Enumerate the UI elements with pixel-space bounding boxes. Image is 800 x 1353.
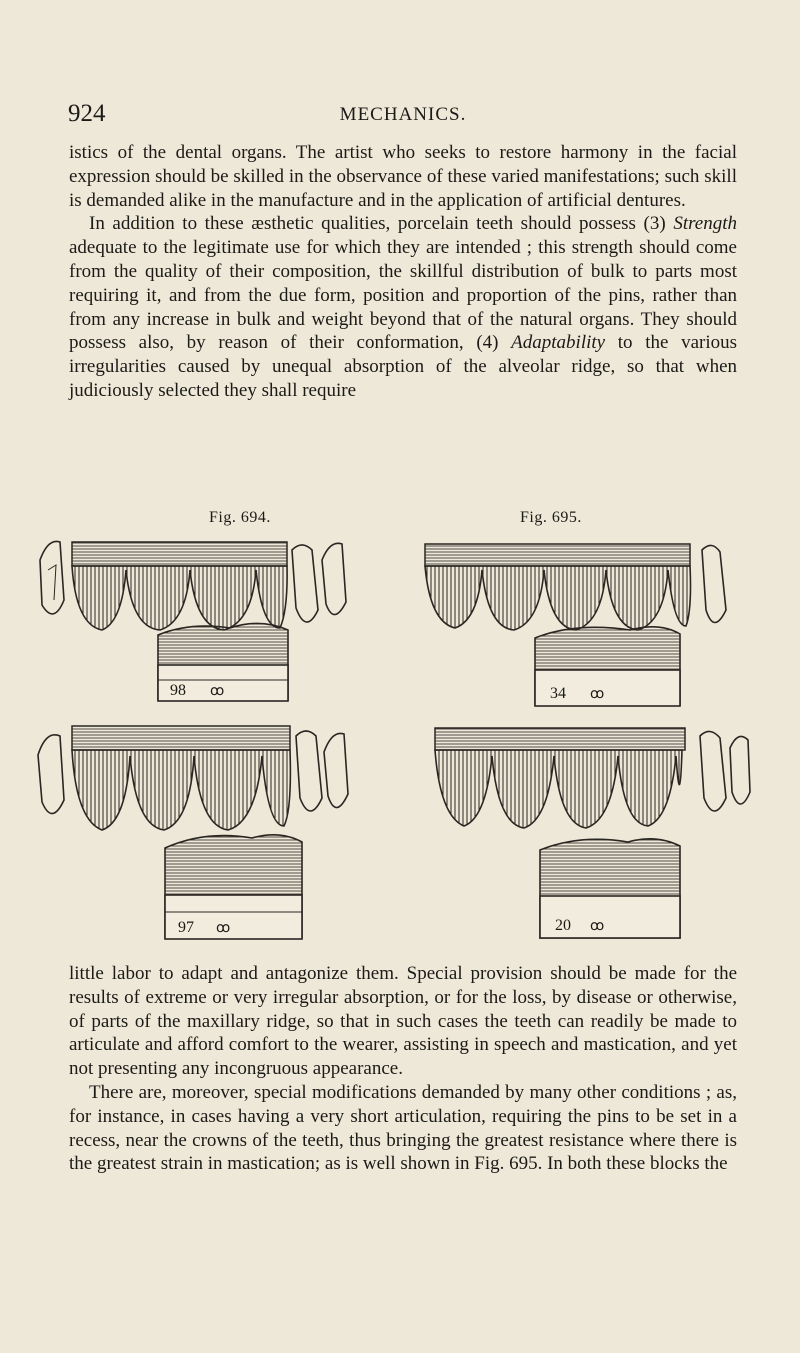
text-run: In addition to these æsthetic qualities, porcelain teeth should possess (3) [89,213,674,235]
figure-caption-694: Fig. 694. [209,509,271,526]
figure-caption-695: Fig. 695. [520,509,582,526]
fig694-lower-front-view [38,726,348,830]
fig695-upper-front-view [425,544,726,630]
text-block-top [69,141,737,403]
block-label: 98 [170,682,186,699]
text-run: to the various irregularities caused by unequal absorption of the alveolar ridge, so that when judiciously selected they shall require [69,332,737,401]
svg-text:ꝏ: ꝏ [210,684,225,699]
running-head: MECHANICS. [339,104,467,125]
fig694-upper-front-view [40,541,346,630]
paragraph: There are, moreover, special modifications demanded by many other conditions ; as, for instance, in cases having a very short articulation, requiring the pins to be set in a recess, near the crowns of the teeth, thus bringing the greatest resistance where there is the greatest strain in mastication; as is well shown in Fig. 695. In both these blocks the [69,1081,737,1175]
paragraph [69,212,737,402]
emphasis-strength: Strength [673,213,737,235]
block-label: 97 [178,919,194,936]
emphasis-adaptability: Adaptability [511,332,606,354]
svg-text:ꝏ: ꝏ [590,919,605,934]
fig694-block-98 [158,623,288,701]
text-run: adequate to the legitimate use for which they are intended ; this strength should come from the quality of their composition, the skillful distribution of bulk to parts most requiring it, and from the due form, position and proportion of the pins, rather than from any increase in bulk and weight beyond that of the natural organs. They should possess also, by reason of their conformation, (4) [69,237,737,354]
fig695-lower-front-view [435,728,750,828]
dental-blocks-illustration [30,530,790,950]
paragraph: istics of the dental organs. The artist who seeks to restore harmony in the facial expression should be skilled in the observance of these varied manifestations; such skill is demanded alike in the manufacture and in the application of artificial dentures. [69,142,737,211]
text-block-bottom [69,962,737,1176]
block-label: 20 [555,917,571,934]
block-label: 34 [550,685,566,702]
fig695-block-34 [535,627,680,706]
fig694-block-97 [165,835,302,939]
svg-text:ꝏ: ꝏ [590,687,605,702]
paragraph: little labor to adapt and antagonize them. Special provision should be made for the results of extreme or very irregular absorption, or for the loss, by disease or otherwise, of parts of the maxillary ridge, so that in such cases the teeth can readily be made to articulate and afford comfort to the wearer, assisting in speech and mastication, and yet not presenting any incongruous appearance. [69,963,737,1080]
page-header [68,100,738,130]
page-number: 924 [68,100,106,127]
fig695-block-20 [540,839,680,938]
svg-text:ꝏ: ꝏ [216,921,231,936]
